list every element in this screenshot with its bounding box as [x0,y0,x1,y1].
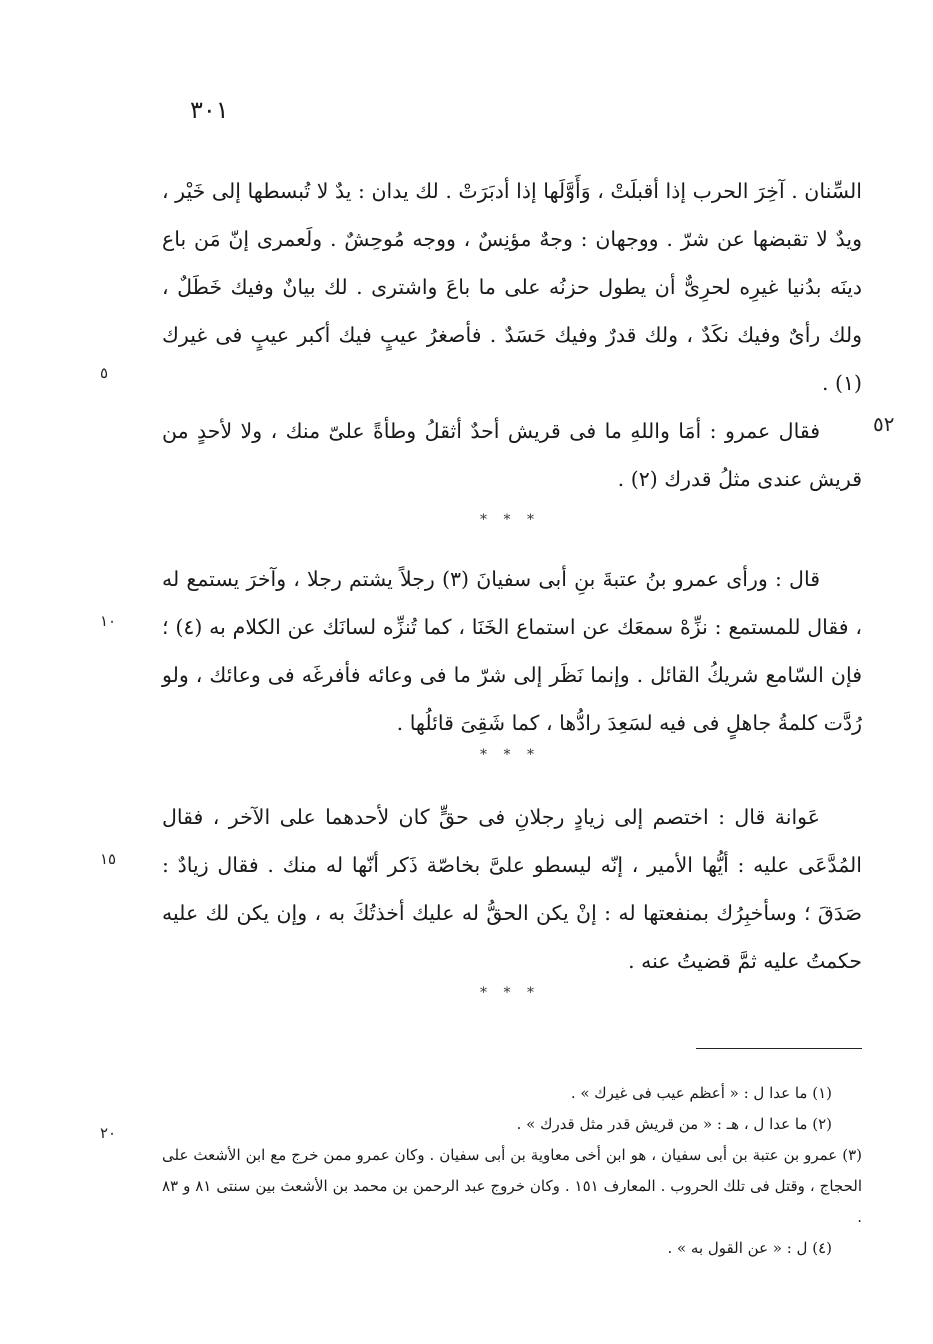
footnote-divider [696,1048,862,1049]
paragraph-2-text: فقال عمرو : أمَا واللهِ ما فى قريش أحدٌ أثقلُ وطأةً علىّ منك ، ولا لأحدٍ من قريش عندى مثلُ قدرك (٢) . [162,419,862,491]
margin-number-52: ٥٢ [873,412,895,436]
paragraph-3 [162,555,862,747]
paragraph-1-text: السِّنان . آخِرَ الحرب إذا أقبلَتْ ، وَأَوَّلَها إذا أدبَرَتْ . لك يدان : يدٌ لا تُبسطها إلى خَيْر ، ويدٌ لا تقبضها عن شرّ . ووجهان : وجهٌ مؤنِسٌ ، ووجه مُوحِشٌ . ولَعمرى إنّ مَن باع دينَه بدُنيا غيرِه لحرِىٌّ أن يطول حزنُه على ما باعَ واشترى . لك بيانٌ وفيك خَطَلٌ ، ولك رأىٌ وفيك نكَدٌ ، ولك قدرٌ وفيك حَسَدٌ . فأصغرُ عيبٍ فيك أكبر عيبٍ فى غيرك (١) . [162,179,862,395]
footnote-4: (٤) ل : « عن القول به » . [667,1239,832,1257]
footnotes [162,1078,862,1264]
paragraph-3-text: قال : ورأى عمرو بنُ عتبةَ بنِ أبى سفيانَ (٣) رجلاً يشتم رجلا ، وآخرَ يستمع له ، فقال للمستمع : نزِّهْ سمعَك عن استماع الخَنَا ، كما تُنزِّه لسانَك عن الكلام به (٤) ؛ فإن السّامع شريكُ القائل . وإنما نَظَر إلى شرّ ما فى وعائه فأفرغَه فى وعائك ، ولو رُدَّت كلمةُ جاهلٍ فى فيه لسَعِدَ رادُّها ، كما شَقِىَ قائلُها . [162,567,862,735]
paragraph-4-text: عَوانة قال : اختصم إلى زيادٍ رجلانِ فى حقٍّ كان لأحدهما على الآخر ، فقال المُدَّعَى عليه : أيُّها الأمير ، إنّه ليسطو علىَّ بخاصّة ذَكر أنّها له منك . فقال زيادٌ : صَدَقَ ؛ وسأخبِرُك بمنفعتها له : إنْ يكن الحقُّ له عليك أخذتُكَ به ، وإن يكن لك عليه حكمتُ عليه ثمَّ قضيتُ عنه . [162,805,862,973]
line-number-5: ٥ [100,364,109,382]
footnote-2: (٢) ما عدا ل ، هـ : « من قريش قدر مثل قدرك » . [516,1115,832,1133]
line-number-20: ٢٠ [100,1124,117,1142]
line-number-15: ١٥ [100,850,117,868]
paragraph-2 [162,407,862,503]
paragraph-1 [162,167,862,407]
footnote-1: (١) ما عدا ل : « أعظم عيب فى غيرك » . [570,1084,832,1102]
section-separator-1: * * * [480,512,540,528]
page-number: ٣٠١ [190,96,229,124]
line-number-10: ١٠ [100,612,117,630]
footnote-3: (٣) عمرو بن عتبة بن أبى سفيان ، هو ابن أخى معاوية بن أبى سفيان . وكان عمرو ممن خرج مع ابن الأشعث على الحجاج ، وقتل فى تلك الحروب . المعارف ١٥١ . وكان خروج عبد الرحمن بن محمد بن الأشعث بين سنتى ٨١ و ٨٣ . [162,1146,863,1226]
section-separator-3: * * * [480,985,540,1001]
paragraph-4 [162,793,862,985]
section-separator-2: * * * [480,747,540,763]
